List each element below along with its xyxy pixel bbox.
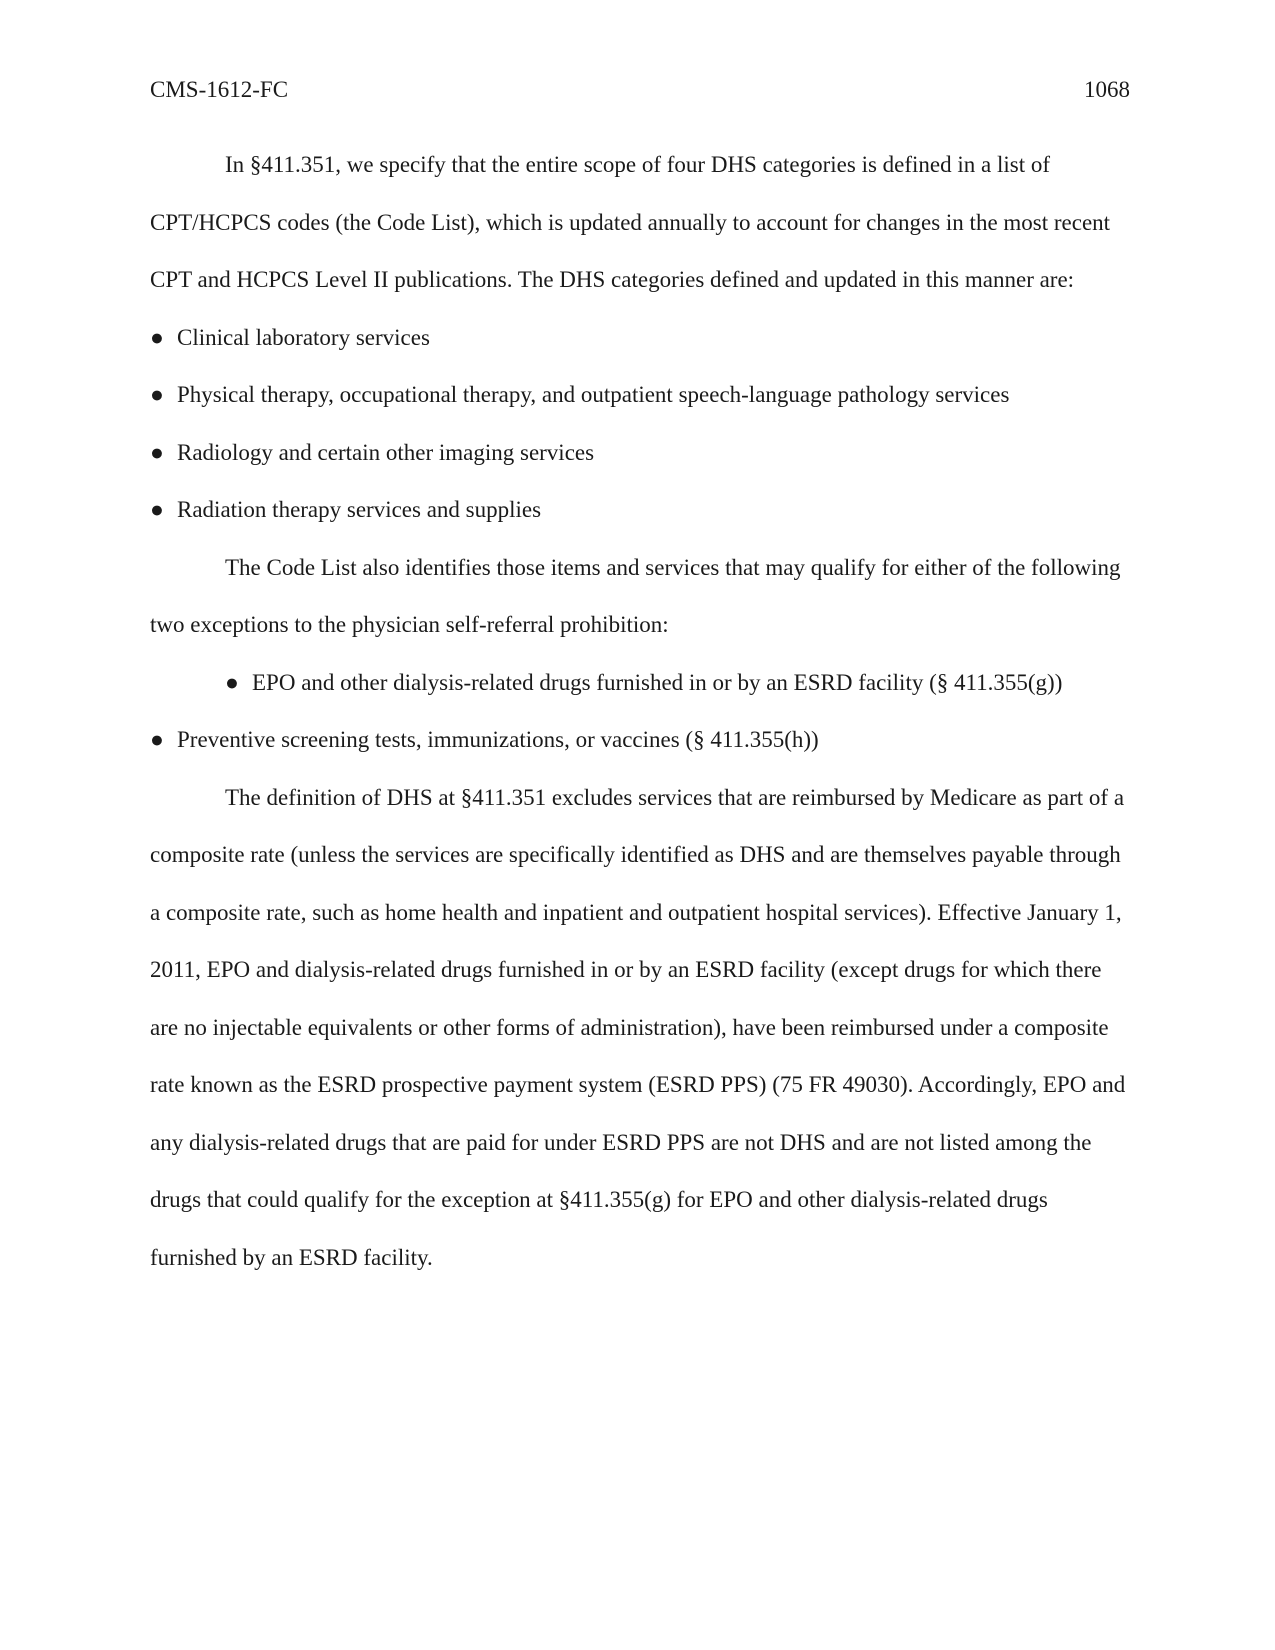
paragraph-dhs-scope: In §411.351, we specify that the entire scope of four DHS categories is defined in a list of CPT/HCPCS codes (the Code List), which is updated annually to account for changes in the most recent CPT and HCPCS Level II publications. The DHS categories defined and updated in this manner are: [150,152,1111,292]
bullet-icon: ● [150,324,164,350]
bullet-icon: ● [225,669,239,695]
list-item-clinical-lab [150,309,1130,367]
page-number: 1068 [1084,77,1130,102]
list-item-radiology [150,424,1130,482]
bullet-icon: ● [150,497,164,522]
list-item-radiation-therapy [150,481,1130,539]
document-body [150,136,1130,1286]
list-item-preventive-screening [150,711,1130,769]
list-item-epo-dialysis [150,654,1130,712]
list-item-text: Preventive screening tests, immunizations, or vaccines (§ 411.355(h)) [177,727,819,752]
bullet-icon: ● [150,439,164,465]
list-item-text: Radiology and certain other imaging services [177,439,595,465]
bullet-icon: ● [150,382,164,407]
list-item-text: Clinical laboratory services [177,324,430,350]
list-item-text: Physical therapy, occupational therapy, and outpatient speech-language pathology services [177,382,1010,407]
list-item-text: EPO and other dialysis-related drugs furnished in or by an ESRD facility (§ 411.355(g)) [252,669,1063,695]
bullet-icon: ● [150,727,164,752]
document-id: CMS-1612-FC [150,77,289,102]
paragraph-code-list-exceptions: The Code List also identifies those items and services that may qualify for either of the following two exceptions to the physician self-referral prohibition: [150,554,1121,637]
list-item-text: Radiation therapy services and supplies [177,497,542,522]
list-item-physical-therapy [150,366,1130,424]
paragraph-dhs-definition: The definition of DHS at §411.351 excludes services that are reimbursed by Medicare as part of a composite rate (unless the services are specifically identified as DHS and are themselves payable through a composite rate, such as home health and inpatient and outpatient hospital services). Effective January 1, 2011, EPO and dialysis-related drugs furnished in or by an ESRD facility (except drugs for which there are no injectable equivalents or other forms of administration), have been reimbursed under a composite rate known as the ESRD prospective payment system (ESRD PPS) (75 FR 49030). Accordingly, EPO and any dialysis-related drugs that are paid for under ESRD PPS are not DHS and are not listed among the drugs that could qualify for the exception at §411.355(g) for EPO and other dialysis-related drugs furnished by an ESRD facility. [150,784,1126,1270]
page-header [150,70,1130,110]
